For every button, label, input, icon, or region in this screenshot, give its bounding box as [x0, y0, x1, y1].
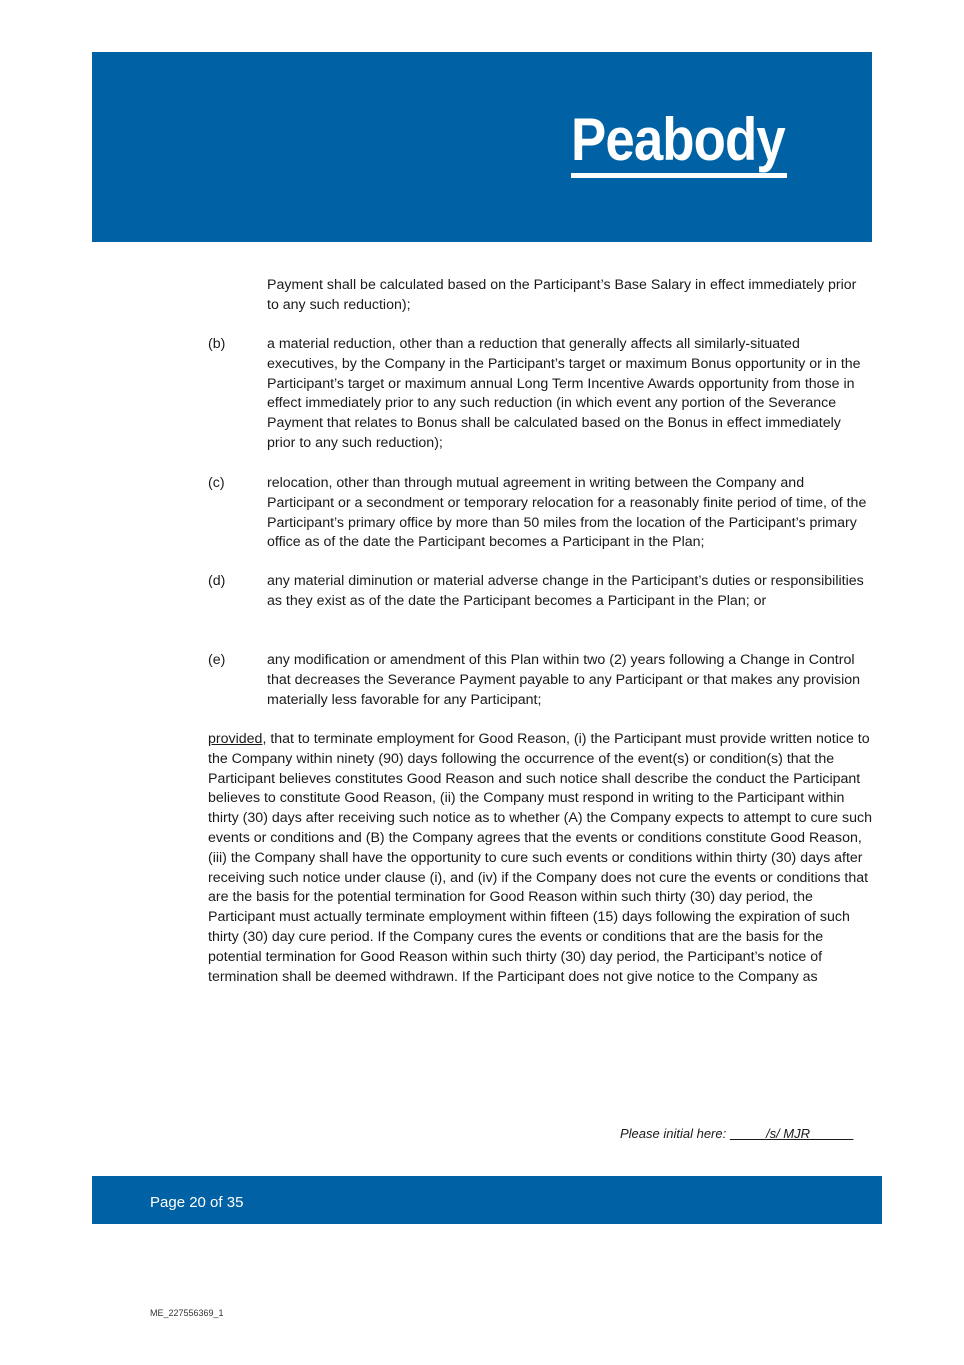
page-number: Page 20 of 35 [150, 1194, 244, 1211]
logo-underline [571, 173, 787, 178]
peabody-logo [570, 106, 814, 178]
initial-pad [730, 1126, 766, 1141]
item-label: (c) [208, 475, 225, 491]
item-text: any material diminution or material adverse change in the Participant’s duties or responsibilities as they exist as of the date the Participant becomes a Participant in the Plan; or [267, 573, 864, 609]
continuation-paragraph: Payment shall be calculated based on the Participant’s Base Salary in effect immediately prior to any such reduction); [267, 277, 857, 313]
item-text: a material reduction, other than a reduction that generally affects all similarly-situated executives, by the Company in the Participant’s target or maximum Bonus opportunity or in the Participant’s target or maximum annual Long Term Incentive Awards opportunity from those in effect immediately prior to any such reduction (in which event any portion of the Severance Payment that relates to Bonus shall be calculated based on the Bonus in effect immediately prior to any such reduction); [267, 336, 861, 451]
provided-paragraph [208, 730, 872, 987]
initial-label: Please initial here: [620, 1126, 730, 1141]
initial-value: /s/ MJR [765, 1126, 811, 1141]
initial-blank [730, 1126, 854, 1141]
item-label: (d) [208, 573, 226, 589]
provided-text: , that to terminate employment for Good Reason, (i) the Participant must provide written notice to the Company within ninety (90) days following the occurrence of the event(s) or condition(s) that the Participant believes constitutes Good Reason and such notice shall describe the conduct the Participant believes to constitute Good Reason, (ii) the Company must respond in writing to the Participant within thirty (30) days after receiving such notice as to whether (A) the Company expects to attempt to cure such events or conditions and (B) the Company agrees that the events or conditions constitute Good Reason, (iii) the Company shall have the opportunity to cure such events or conditions within thirty (30) days after receiving such notice under clause (i), and (iv) if the Company does not cure the events or conditions that are the basis for the potential termination for Good Reason within such thirty (30) day period, the Participant must actually terminate employment within fifteen (15) days following the expiration of such thirty (30) day cure period. If the Company cures the events or conditions that are the basis for the potential termination for Good Reason within such thirty (30) day period, the Participant’s notice of termination shall be deemed withdrawn. If the Participant does not give notice to the Company as [208, 731, 872, 985]
header-band [92, 52, 872, 242]
initial-pad [810, 1126, 853, 1141]
item-label: (b) [208, 336, 226, 352]
item-text: relocation, other than through mutual agreement in writing between the Company and Participant or a secondment or temporary relocation for a reasonably finite period of time, of the Participant’s primary office by more than 50 miles from the location of the Participant’s primary office as of the date the Participant becomes a Participant in the Plan; [267, 475, 867, 551]
item-text: any modification or amendment of this Plan within two (2) years following a Change in Control that decreases the Severance Payment payable to any Participant or that makes any provision materially less favorable for any Participant; [267, 652, 861, 708]
provided-lead: provided [208, 731, 263, 747]
logo-text: Peabody [570, 106, 785, 173]
footer-band [92, 1176, 882, 1224]
initial-line [620, 1126, 853, 1141]
item-label: (e) [208, 652, 226, 668]
document-id: ME_227556369_1 [150, 1308, 224, 1318]
